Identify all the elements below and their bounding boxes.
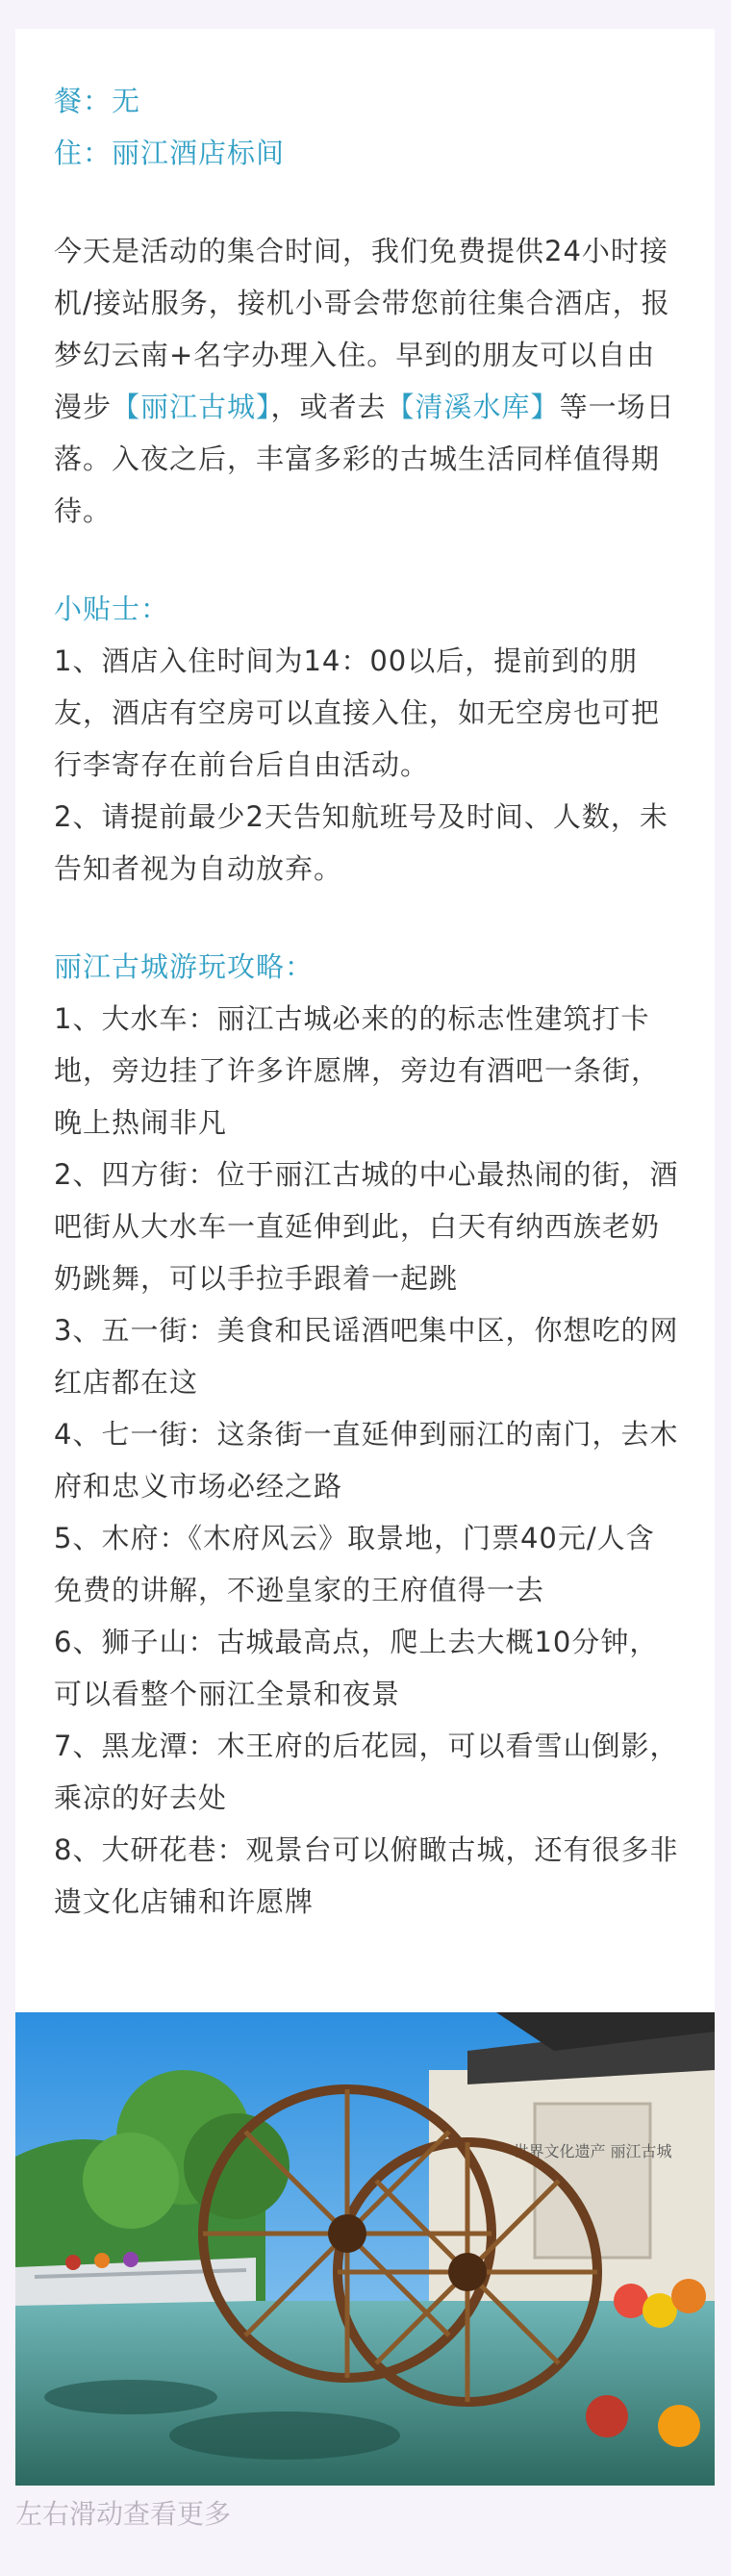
spacer [54, 179, 681, 225]
stay-info: 住：丽江酒店标间 [54, 137, 286, 169]
water-wheel-illustration [15, 2012, 715, 2486]
article-card [15, 29, 715, 2487]
guide-item: 2、四方街：位于丽江古城的中心最热闹的街，酒吧街从大水车一直延伸到此，白天有纳西族老奶奶跳舞，可以手拉手跟着一起跳 [54, 1158, 679, 1295]
guide-item: 7、黑龙潭：木王府的后花园，可以看雪山倒影，乘凉的好去处 [54, 1730, 679, 1814]
guide-item: 3、五一街：美食和民谣酒吧集中区，你想吃的网红店都在这 [54, 1314, 679, 1399]
link-qingxi-reservoir[interactable]: 【清溪水库】 [386, 391, 560, 423]
intro-text-3: 等一场日落。入夜之后，丰富多彩的古城生活同样值得期待。 [54, 391, 675, 527]
guide-item: 6、狮子山：古城最高点，爬上去大概10分钟，可以看整个丽江全景和夜景 [54, 1626, 659, 1710]
guide-item: 8、大研花巷：观景台可以俯瞰古城，还有很多非遗文化店铺和许愿牌 [54, 1833, 679, 1918]
water-wheel-photo[interactable] [15, 2012, 715, 2486]
intro-paragraph [54, 225, 681, 537]
intro-text-1: 今天是活动的集合时间，我们免费提供24小时接机/接站服务，接机小哥会带您前往集合酒店，报梦幻云南+名字办理入住。早到的朋友可以自由漫步 [54, 235, 670, 423]
tip-item: 1、酒店入住时间为14：00以后，提前到的朋友，酒店有空房可以直接入住，如无空房也可把行李寄存在前台后自由活动。 [54, 644, 661, 781]
spacer [54, 895, 681, 941]
meal-info: 餐：无 [54, 85, 141, 117]
tips-title: 小贴士： [54, 593, 170, 625]
tip-item: 2、请提前最少2天告知航班号及时间、人数，未告知者视为自动放弃。 [54, 800, 668, 885]
swipe-hint: 左右滑动查看更多 [15, 2498, 232, 2530]
guide-item: 1、大水车：丽江古城必来的的标志性建筑打卡地，旁边挂了许多许愿牌，旁边有酒吧一条街，晚上热闹非凡 [54, 1002, 661, 1139]
photo-sign-text: 世界文化遗产 丽江古城 [513, 2142, 672, 2160]
guide-item: 5、木府：《木府风云》取景地，门票40元/人含免费的讲解，不逊皇家的王府值得一去 [54, 1522, 655, 1606]
intro-text-2: ，或者去 [270, 391, 387, 423]
link-lijiang-old-town[interactable]: 【丽江古城】 [112, 391, 271, 423]
guide-title: 丽江古城游玩攻略： [54, 950, 315, 983]
spacer [54, 537, 681, 583]
article-content [54, 75, 681, 1928]
guide-item: 4、七一街：这条街一直延伸到丽江的南门，去木府和忠义市场必经之路 [54, 1418, 679, 1503]
